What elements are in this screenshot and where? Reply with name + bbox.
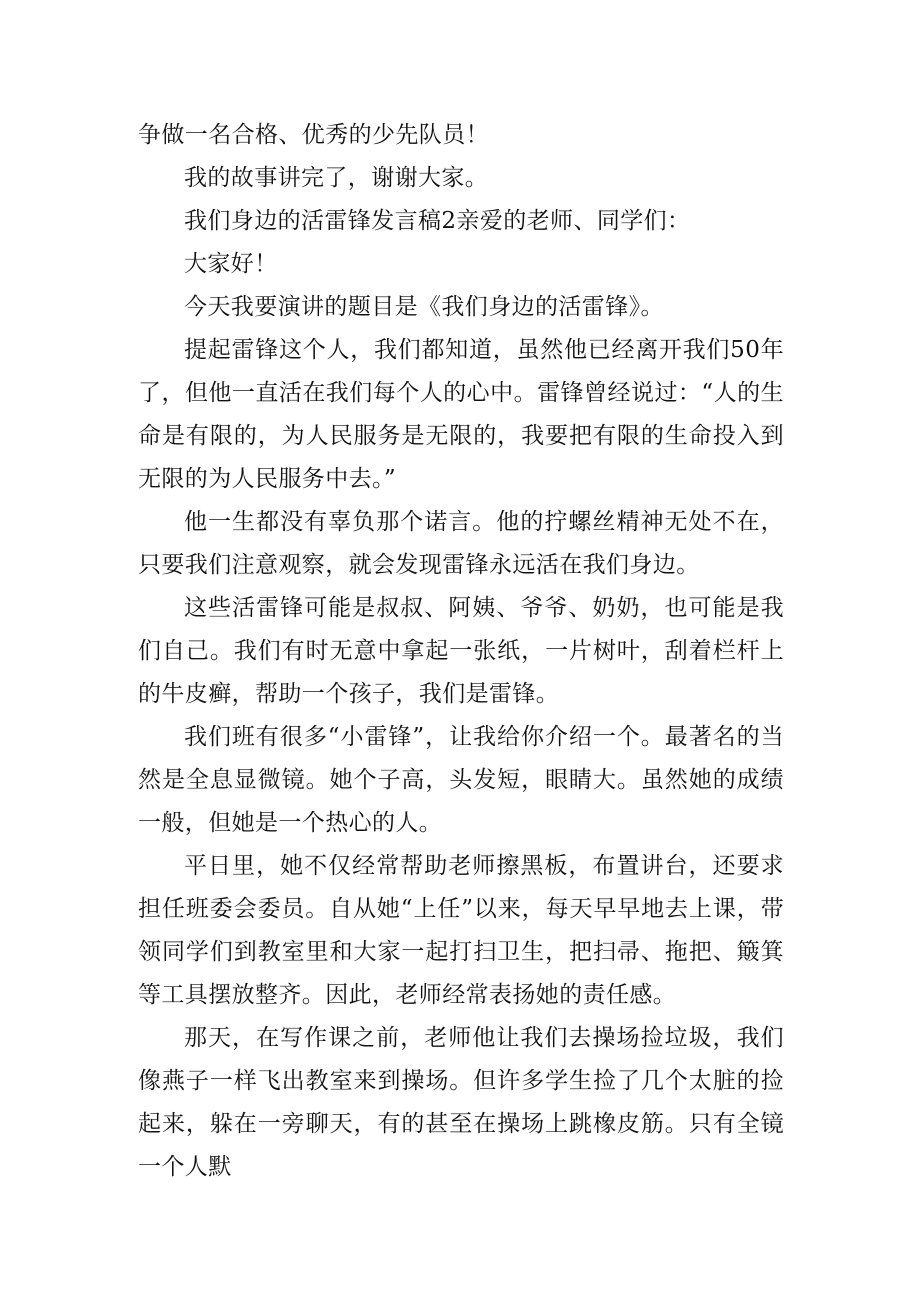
paragraph: 今天我要演讲的题目是《我们身边的活雷锋》。	[184, 294, 664, 320]
paragraph: 我们班有很多“小雷锋”，让我给你介绍一个。最著名的当然是全息显微镜。她个子高，头发短，眼睛大。虽然她的成绩一般，但她是一个热心的人。	[138, 724, 784, 836]
document-body	[138, 114, 784, 1189]
paragraph: 我的故事讲完了，谢谢大家。	[184, 165, 489, 191]
paragraph: 这些活雷锋可能是叔叔、阿姨、爷爷、奶奶，也可能是我们自己。我们有时无意中拿起一张纸，一片树叶，刮着栏杆上的牛皮癣，帮助一个孩子，我们是雷锋。	[138, 595, 784, 707]
paragraph: 那天，在写作课之前，老师他让我们去操场捡垃圾，我们像燕子一样飞出教室来到操场。但许多学生捡了几个太脏的捡起来，躲在一旁聊天，有的甚至在操场上跳橡皮筋。只有全镜一个人默	[138, 1025, 784, 1180]
paragraph-continuation: 争做一名合格、优秀的少先队员！	[138, 122, 489, 148]
paragraph: 他一生都没有辜负那个诺言。他的拧螺丝精神无处不在，只要我们注意观察，就会发现雷锋永远活在我们身边。	[138, 509, 784, 578]
paragraph: 大家好！	[184, 251, 278, 277]
paragraph: 提起雷锋这个人，我们都知道，虽然他已经离开我们50年了，但他一直活在我们每个人的心中。雷锋曾经说过：“人的生命是有限的，为人民服务是无限的，我要把有限的生命投入到无限的为人民服务中去。”	[138, 337, 784, 492]
paragraph: 平日里，她不仅经常帮助老师擦黑板，布置讲台，还要求担任班委会委员。自从她“上任”以来，每天早早地去上课，带领同学们到教室里和大家一起打扫卫生，把扫帚、拖把、簸箕等工具摆放整齐。因此，老师经常表扬她的责任感。	[138, 853, 784, 1008]
paragraph: 我们身边的活雷锋发言稿2亲爱的老师、同学们：	[184, 208, 691, 234]
